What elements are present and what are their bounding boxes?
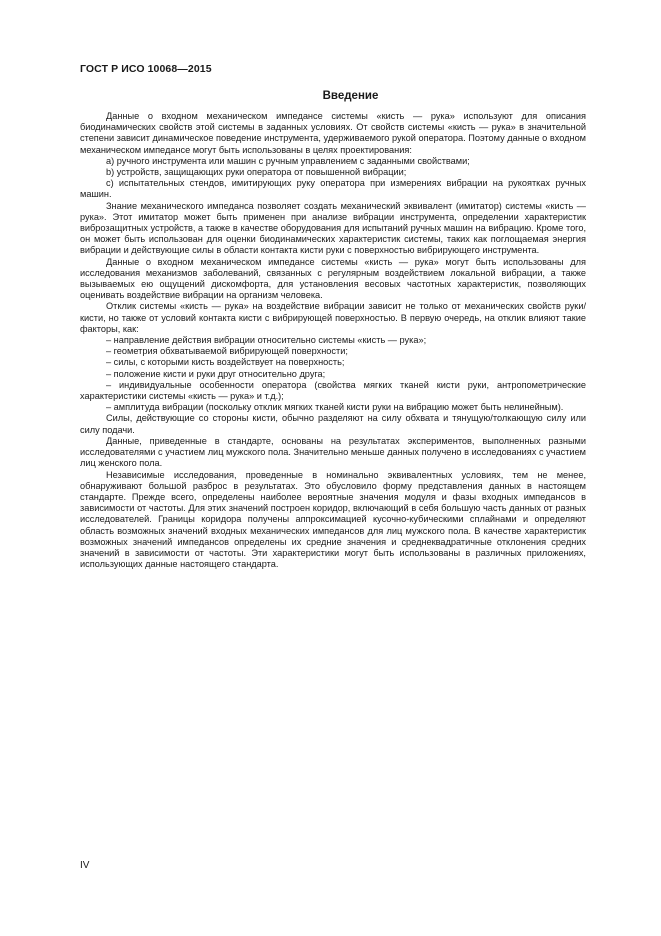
document-header: ГОСТ Р ИСО 10068—2015 — [80, 63, 212, 75]
paragraph: Силы, действующие со стороны кисти, обычно разделяют на силу обхвата и тянущую/толкающую силу или силу подачи. — [80, 413, 586, 435]
list-item: – амплитуда вибрации (поскольку отклик мягких тканей кисти руки на вибрацию может быть нелинейным). — [106, 402, 564, 413]
paragraph: Знание механического импеданса позволяет создать механический эквивалент (имитатор) системы «кисть — рука». Этот имитатор может быть применен при анализе вибрации инструмента, определении характеристик виброзащитных устройств, а также в качестве оборудования для испытаний ручных машин на вибрацию. Кроме того, он может быть использован для оценки биодинамических характеристик системы, таких как поглощаемая энергия вибрации и действующие силы в области контакта кисти руки с поверхностью вибрирующего инструмента. — [80, 200, 586, 256]
paragraph: Данные, приведенные в стандарте, основаны на результатах экспериментов, выполненных разными исследователями с участием лиц мужского пола. Значительно меньше данных получено в исследованиях с участием лиц женского пола. — [80, 435, 586, 469]
list-item: c) испытательных стендов, имитирующих руку оператора при измерениях вибрации на рукоятках ручных машин. — [80, 178, 586, 200]
list-item: – геометрия обхватываемой вибрирующей поверхности; — [106, 346, 348, 357]
list-item: – силы, с которыми кисть воздействует на поверхность; — [106, 357, 345, 368]
paragraph: Отклик системы «кисть — рука» на воздействие вибрации зависит не только от механических свойств руки/кисти, но также от условий контакта кисти с вибрирующей поверхностью. В первую очередь, на отклик влияют такие факторы, как: — [80, 301, 586, 334]
paragraph: Данные о входном механическом импедансе системы «кисть — рука» используют для описания биодинамических свойств этой системы в заданных условиях. От свойств системы «кисть — рука» в значительной степени зависит динамическое поведение инструмента, удерживаемого рукой оператора. Поэтому данные о входном механическом импедансе могут быть использованы в целях проектирования: — [80, 111, 586, 155]
paragraph: Данные о входном механическом импедансе системы «кисть — рука» могут быть использованы для исследования механизмов заболеваний, связанных с регулярным воздействием локальной вибрации, а также вызываемых ею ощущений дискомфорта, для установления весовых частотных характеристик, позволяющих оценивать воздействие вибрации на организм человека. — [80, 256, 586, 301]
page-number: IV — [80, 860, 90, 871]
list-item: – направление действия вибрации относительно системы «кисть — рука»; — [106, 335, 427, 346]
list-item: – индивидуальные особенности оператора (свойства мягких тканей кисти руки, антропометрические характеристики системы «кисть — рука» и т.д.); — [80, 379, 586, 402]
paragraph: Независимые исследования, проведенные в номинально эквивалентных условиях, тем не менее, обнаруживают большой разброс в результатах. Это обусловило форму представления данных в настоящем стандарте. Прежде всего, определены наиболее вероятные значения модуля и фазы входных импедансов в зависимости от частоты. Для этих значений построен коридор, включающий в себя большую часть данных от разных исследователей. Границы коридора получены аппроксимацией кусочно-кубическими сплайнами и определяют область возможных значений входных механических импедансов для лиц мужского пола. В качестве характеристик возможных значений импедансов определены их средние значения и среднеквадратичные отклонения средних значений в зависимости от частоты. Эти характеристики могут быть использованы в различных приложениях, использующих данные настоящего стандарта. — [80, 469, 586, 570]
document-body — [80, 111, 586, 570]
section-title: Введение — [322, 90, 379, 102]
list-item: – положение кисти и руки друг относительно друга; — [106, 368, 326, 379]
list-item: b) устройств, защищающих руки оператора от повышенной вибрации; — [106, 167, 407, 178]
list-item: a) ручного инструмента или машин с ручным управлением с заданными свойствами; — [106, 155, 470, 166]
